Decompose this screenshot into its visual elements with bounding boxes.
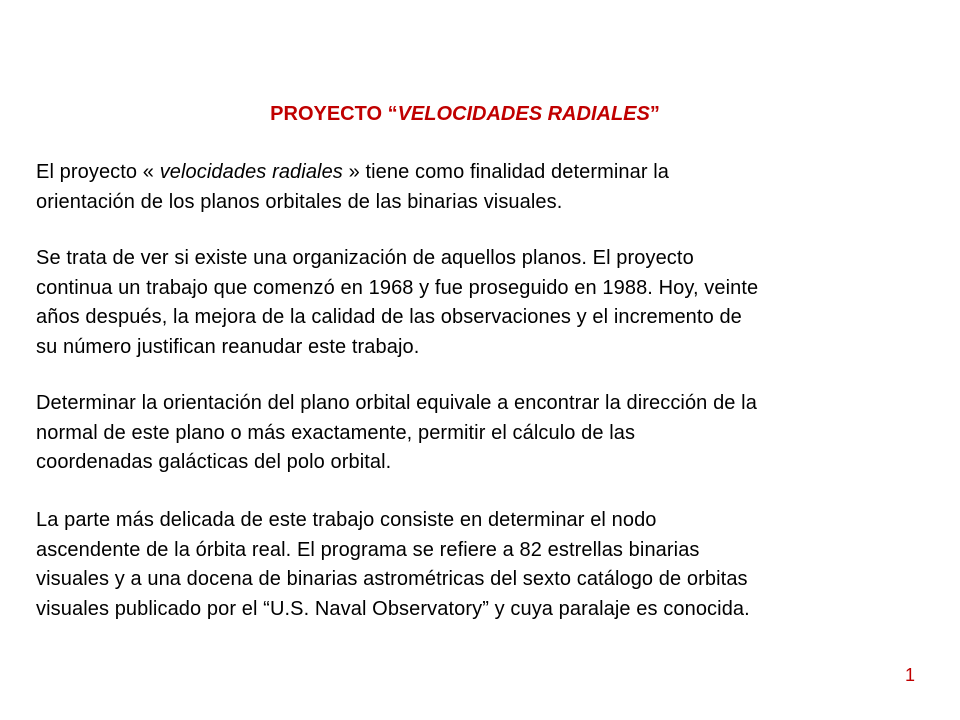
slide-title (0, 101, 930, 127)
paragraph-line: visuales y a una docena de binarias astrométricas del sexto catálogo de orbitas (36, 568, 748, 590)
paragraph-program (36, 506, 926, 624)
paragraph-line: orientación de los planos orbitales de las binarias visuales. (36, 190, 563, 213)
text-run: El proyecto « (36, 161, 160, 183)
paragraph-line: continua un trabajo que comenzó en 1968 y fue proseguido en 1988. Hoy, veinte (36, 276, 759, 299)
title-italic: VELOCIDADES RADIALES (397, 103, 650, 125)
page-number: 1 (905, 665, 916, 685)
title-suffix: ” (649, 103, 660, 125)
paragraph-line: Se trata de ver si existe una organización de aquellos planos. El proyecto (36, 247, 694, 269)
paragraph-method (36, 389, 926, 478)
paragraph-line: años después, la mejora de la calidad de las observaciones y el incremento de (36, 306, 742, 328)
title-prefix: PROYECTO “ (270, 103, 398, 125)
paragraph-line: coordenadas galácticas del polo orbital. (36, 451, 392, 473)
paragraph-purpose (36, 158, 926, 217)
italic-term: velocidades radiales (159, 161, 343, 183)
text-run: » tiene como finalidad determinar la (342, 161, 670, 183)
paragraph-line: ascendente de la órbita real. El programa se refiere a 82 estrellas binarias (36, 538, 700, 561)
paragraph-line: su número justifican reanudar este trabajo. (36, 335, 420, 358)
paragraph-line: La parte más delicada de este trabajo consiste en determinar el nodo (36, 509, 657, 531)
paragraph-line: visuales publicado por el “U.S. Naval Observatory” y cuya paralaje es conocida. (36, 597, 750, 620)
paragraph-line: Determinar la orientación del plano orbital equivale a encontrar la dirección de la (36, 392, 757, 414)
paragraph-background (36, 244, 926, 362)
paragraph-line: normal de este plano o más exactamente, permitir el cálculo de las (36, 421, 636, 444)
paragraph-line (36, 158, 926, 188)
